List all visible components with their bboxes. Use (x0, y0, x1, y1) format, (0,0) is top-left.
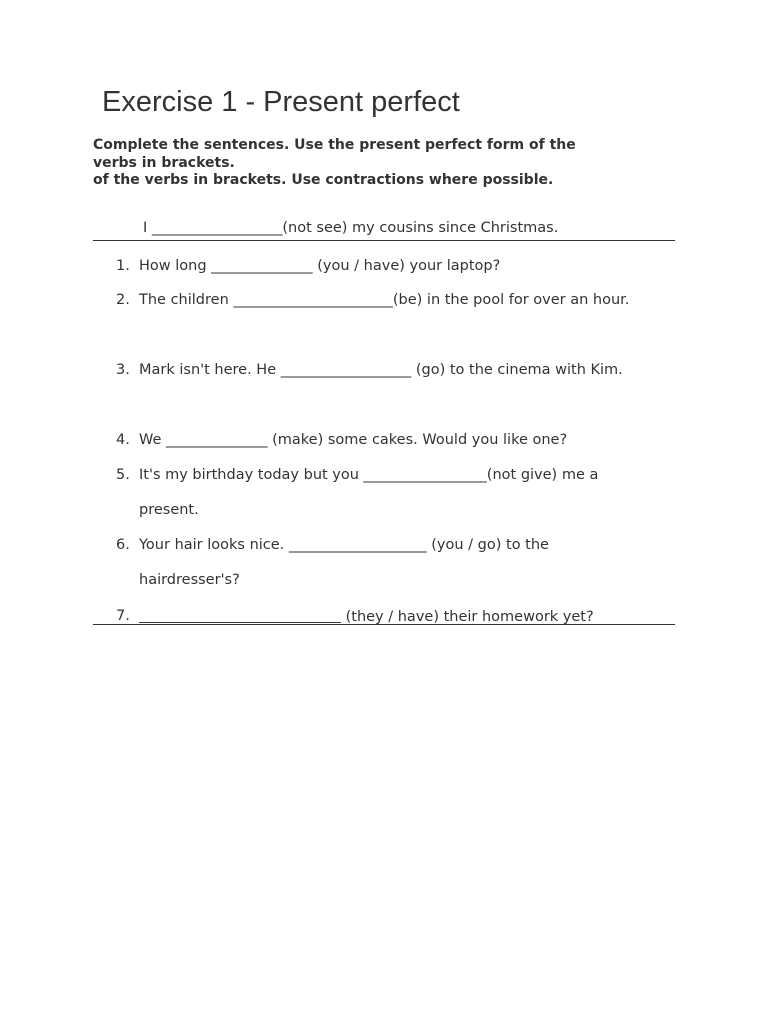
instructions-line-2: verbs in brackets. (93, 154, 235, 171)
item-7-line (139, 608, 594, 625)
item-text-3: Mark isn't here. He __________________ (go) to the cinema with Kim. (139, 362, 623, 378)
instructions-line-3: of the verbs in brackets. Use contractions where possible. (93, 172, 554, 188)
item-text-5: It's my birthday today but you _________________(not give) me a (139, 467, 599, 483)
item-text-5-continued: present. (139, 502, 199, 518)
item-number-4: 4. (116, 432, 130, 448)
item-number-6: 6. (116, 537, 130, 553)
item-number-1: 1. (116, 258, 130, 274)
bottom-divider (93, 624, 675, 625)
instructions-line-1: Complete the sentences. Use the present perfect form of the (93, 137, 576, 153)
instructions (93, 137, 653, 190)
item-number-2: 2. (116, 292, 130, 308)
item-text-4: We ______________ (make) some cakes. Would you like one? (139, 432, 568, 448)
example-sentence: I __________________(not see) my cousins since Christmas. (143, 220, 559, 236)
item-number-5: 5. (116, 467, 130, 483)
item-text-7: (they / have) their homework yet? (345, 609, 594, 625)
item-text-1: How long ______________ (you / have) your laptop? (139, 258, 501, 274)
item-text-2: The children ______________________(be) in the pool for over an hour. (139, 292, 630, 308)
example-divider (93, 240, 675, 241)
page-title: Exercise 1 - Present perfect (102, 86, 460, 118)
item-number-3: 3. (116, 362, 130, 378)
item-number-7: 7. (116, 608, 130, 624)
item-text-6-continued: hairdresser's? (139, 572, 240, 588)
answer-blank (139, 608, 341, 623)
item-text-6: Your hair looks nice. ___________________ (you / go) to the (139, 537, 549, 553)
